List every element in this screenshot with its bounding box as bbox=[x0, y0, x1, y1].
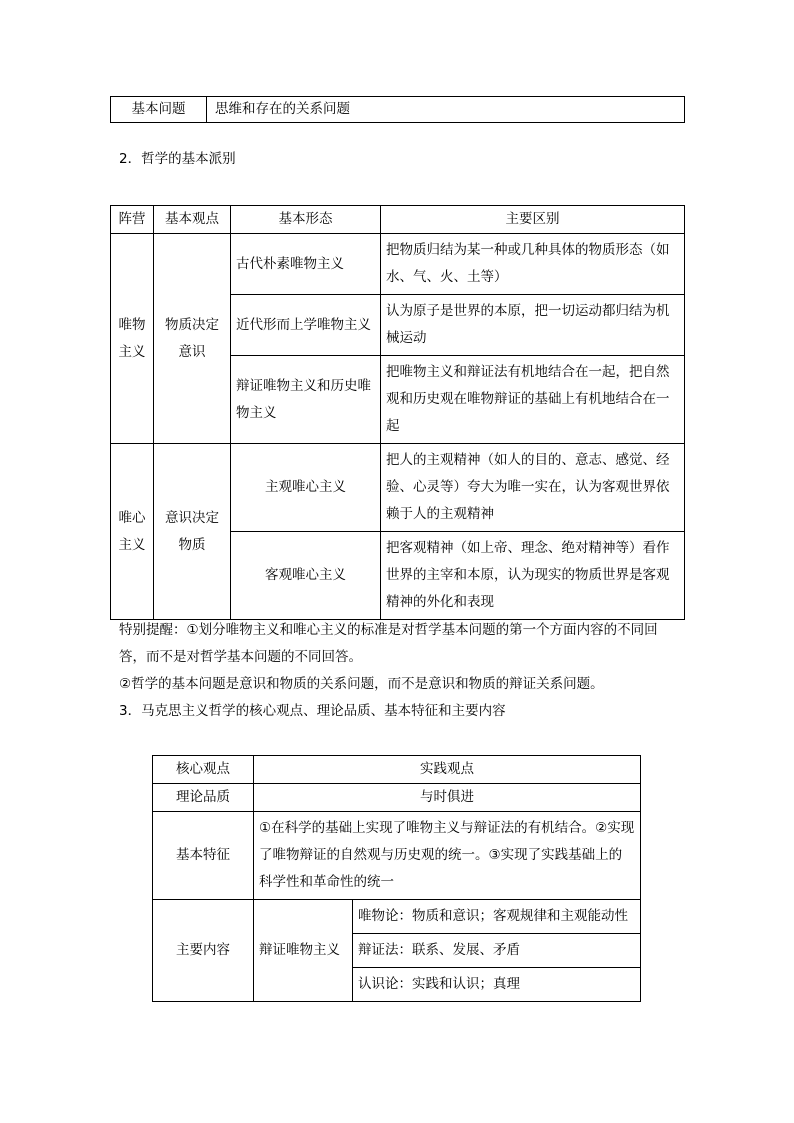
form-cell: 客观唯心主义 bbox=[231, 532, 381, 620]
feature-label: 基本特征 bbox=[153, 812, 254, 900]
feature-value: ①在科学的基础上实现了唯物主义与辩证法的有机结合。②实现了唯物辩证的自然观与历史观的统一。③实现了实践基础上的科学性和革命性的统一 bbox=[254, 812, 641, 900]
content-item: 唯物论：物质和意识；客观规律和主观能动性 bbox=[353, 900, 641, 934]
form-cell: 近代形而上学唯物主义 bbox=[231, 295, 381, 356]
content-sub: 辩证唯物主义 bbox=[254, 900, 353, 1002]
core-label: 核心观点 bbox=[153, 756, 254, 784]
table-row bbox=[111, 97, 685, 123]
section-3-title: 3．马克思主义哲学的核心观点、理论品质、基本特征和主要内容 bbox=[119, 703, 506, 719]
header-difference: 主要区别 bbox=[381, 206, 685, 234]
core-value: 实践观点 bbox=[254, 756, 641, 784]
view-idealism: 意识决定物质 bbox=[154, 444, 231, 620]
camp-materialism: 唯物主义 bbox=[111, 234, 154, 444]
table-row bbox=[111, 444, 685, 532]
basic-question-value: 思维和存在的关系问题 bbox=[207, 97, 685, 123]
section-2-title: 2．哲学的基本派别 bbox=[119, 151, 236, 167]
basic-question-note: ②哲学的基本问题是意识和物质的关系问题，而不是意识和物质的辩证关系问题。 bbox=[119, 676, 604, 692]
header-view: 基本观点 bbox=[154, 206, 231, 234]
difference-cell: 把客观精神（如上帝、理念、绝对精神等）看作世界的主宰和本原，认为现实的物质世界是客观精神的外化和表现 bbox=[381, 532, 685, 620]
special-reminder-note: 特别提醒：①划分唯物主义和唯心主义的标准是对哲学基本问题的第一个方面内容的不同回答，而不是对哲学基本问题的不同回答。 bbox=[119, 622, 658, 665]
difference-cell: 把人的主观精神（如人的目的、意志、感觉、经验、心灵等）夸大为唯一实在，认为客观世界依赖于人的主观精神 bbox=[381, 444, 685, 532]
table-row bbox=[153, 812, 641, 900]
difference-cell: 把物质归结为某一种或几种具体的物质形态（如水、气、火、土等） bbox=[381, 234, 685, 295]
view-materialism: 物质决定意识 bbox=[154, 234, 231, 444]
camp-idealism: 唯心主义 bbox=[111, 444, 154, 620]
content-item: 辩证法：联系、发展、矛盾 bbox=[353, 934, 641, 968]
table-header-row bbox=[111, 206, 685, 234]
difference-cell: 认为原子是世界的本原，把一切运动都归结为机械运动 bbox=[381, 295, 685, 356]
difference-cell: 把唯物主义和辩证法有机地结合在一起，把自然观和历史观在唯物辩证的基础上有机地结合在一起 bbox=[381, 356, 685, 444]
quality-label: 理论品质 bbox=[153, 784, 254, 812]
philosophy-schools-table bbox=[110, 205, 685, 620]
table-row bbox=[153, 756, 641, 784]
header-camp: 阵营 bbox=[111, 206, 154, 234]
basic-question-table bbox=[110, 96, 685, 123]
form-cell: 古代朴素唯物主义 bbox=[231, 234, 381, 295]
content-label: 主要内容 bbox=[153, 900, 254, 1002]
form-cell: 辩证唯物主义和历史唯物主义 bbox=[231, 356, 381, 444]
table-row bbox=[153, 900, 641, 934]
quality-value: 与时俱进 bbox=[254, 784, 641, 812]
table-row bbox=[111, 234, 685, 295]
table-row bbox=[153, 784, 641, 812]
form-cell: 主观唯心主义 bbox=[231, 444, 381, 532]
content-item: 认识论：实践和认识；真理 bbox=[353, 968, 641, 1002]
header-form: 基本形态 bbox=[231, 206, 381, 234]
basic-question-label: 基本问题 bbox=[111, 97, 207, 123]
marxist-philosophy-table bbox=[152, 755, 641, 1002]
